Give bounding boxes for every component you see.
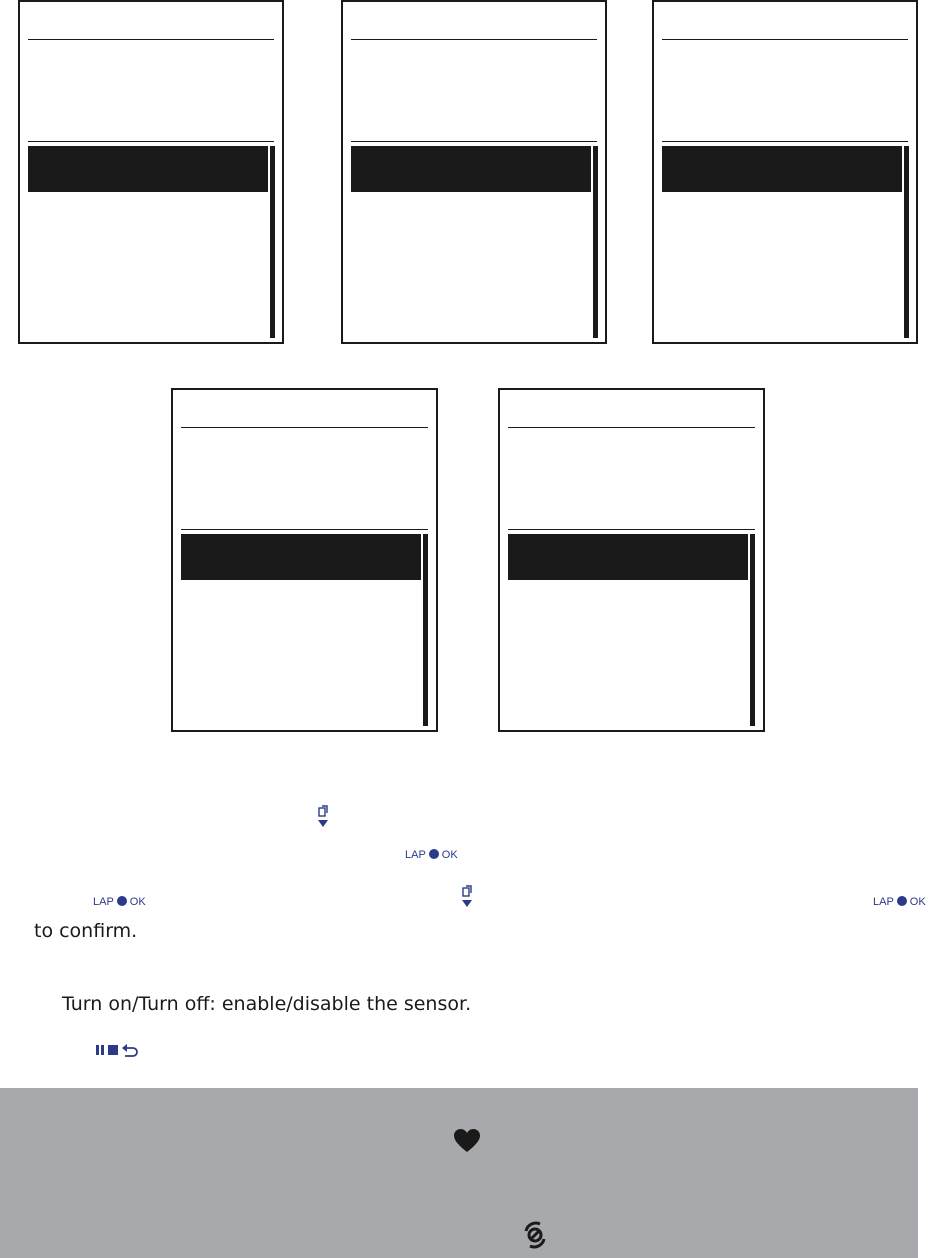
list-divider <box>662 141 908 142</box>
title-divider <box>181 427 428 428</box>
lap-ok-button-icon <box>93 896 146 908</box>
dot-icon <box>897 896 907 906</box>
lap-ok-button-icon <box>873 896 926 908</box>
scrollbar[interactable] <box>593 146 598 338</box>
title-divider <box>351 39 597 40</box>
lap-label: LAP <box>873 896 894 908</box>
title-divider <box>662 39 908 40</box>
sensor-icon <box>522 1221 550 1249</box>
device-screen <box>498 388 765 732</box>
device-screen <box>18 0 284 344</box>
selected-menu-item[interactable] <box>508 534 748 580</box>
lap-label: LAP <box>405 849 426 861</box>
list-divider <box>351 141 597 142</box>
scrollbar[interactable] <box>270 146 275 338</box>
device-screen <box>341 0 607 344</box>
ok-label: OK <box>909 896 926 908</box>
scrollbar[interactable] <box>750 534 755 726</box>
ok-label: OK <box>129 896 146 908</box>
dot-icon <box>429 849 439 859</box>
note-box <box>0 1088 918 1258</box>
list-divider <box>28 141 274 142</box>
scrollbar[interactable] <box>904 146 909 338</box>
ok-label: OK <box>441 849 458 861</box>
page-down-icon <box>461 885 473 907</box>
turn-on-off-text: Turn on/Turn off: enable/disable the sensor. <box>62 993 472 1015</box>
dot-icon <box>117 896 127 906</box>
pause-stop-back-icon <box>95 1043 139 1057</box>
heart-icon <box>454 1129 480 1153</box>
title-divider <box>28 39 274 40</box>
device-screen <box>652 0 918 344</box>
page-down-icon <box>317 805 329 827</box>
scrollbar[interactable] <box>423 534 428 726</box>
selected-menu-item[interactable] <box>181 534 421 580</box>
device-screen <box>171 388 438 732</box>
list-divider <box>181 529 428 530</box>
title-divider <box>508 427 755 428</box>
confirm-text: to confirm. <box>34 920 138 942</box>
list-divider <box>508 529 755 530</box>
lap-ok-button-icon <box>405 849 458 861</box>
selected-menu-item[interactable] <box>351 146 591 192</box>
lap-label: LAP <box>93 896 114 908</box>
selected-menu-item[interactable] <box>662 146 902 192</box>
selected-menu-item[interactable] <box>28 146 268 192</box>
